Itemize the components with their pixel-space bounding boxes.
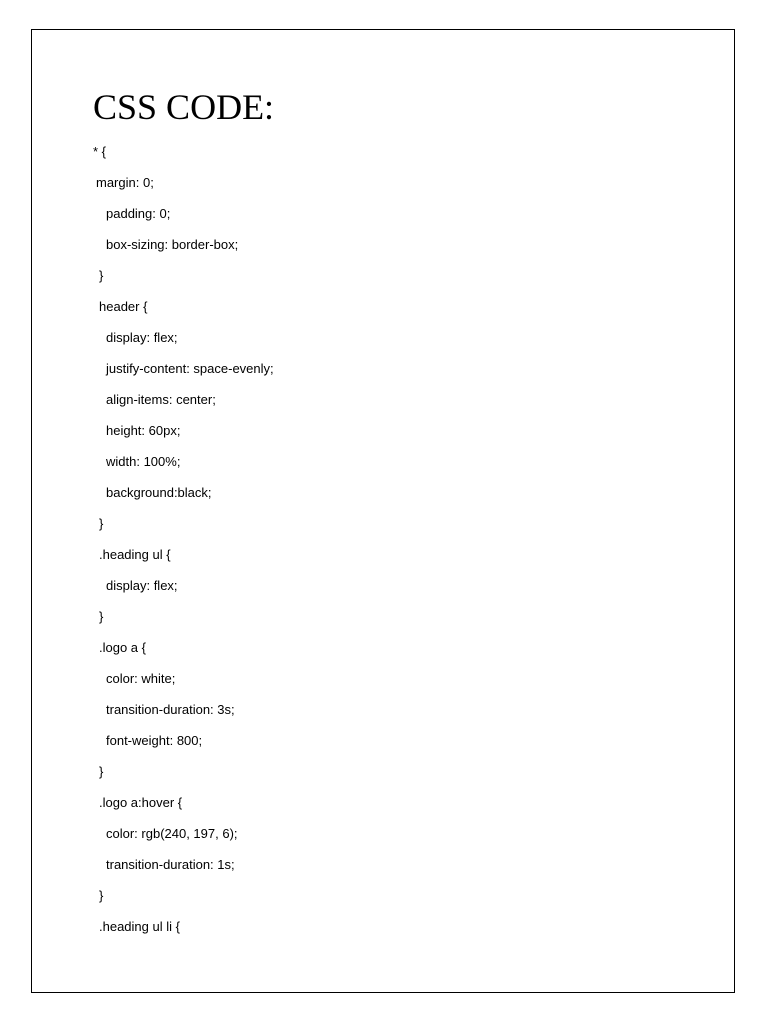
code-line: width: 100%; [106,454,181,469]
code-line: } [99,888,104,903]
code-line: } [99,268,104,283]
code-line: justify-content: space-evenly; [106,361,274,376]
code-line: background:black; [106,485,212,500]
code-line: } [99,764,104,779]
code-line: .logo a:hover { [99,795,183,810]
code-line: color: rgb(240, 197, 6); [106,826,238,841]
code-line: .heading ul { [99,547,171,562]
page-border [31,29,735,993]
code-line: height: 60px; [106,423,181,438]
code-line: box-sizing: border-box; [106,237,239,252]
code-line: transition-duration: 3s; [106,702,235,717]
code-line: transition-duration: 1s; [106,857,235,872]
code-line: padding: 0; [106,206,171,221]
code-line: align-items: center; [106,392,216,407]
code-line: header { [99,299,148,314]
code-line: display: flex; [106,330,178,345]
code-line: .logo a { [99,640,146,655]
page-title: CSS CODE: [93,87,275,127]
code-line: font-weight: 800; [106,733,203,748]
code-line: .heading ul li { [99,919,180,934]
code-line: } [99,516,104,531]
code-line: margin: 0; [96,175,154,190]
code-line: } [99,609,104,624]
code-line: color: white; [106,671,176,686]
code-line: display: flex; [106,578,178,593]
code-line: * { [93,144,107,159]
